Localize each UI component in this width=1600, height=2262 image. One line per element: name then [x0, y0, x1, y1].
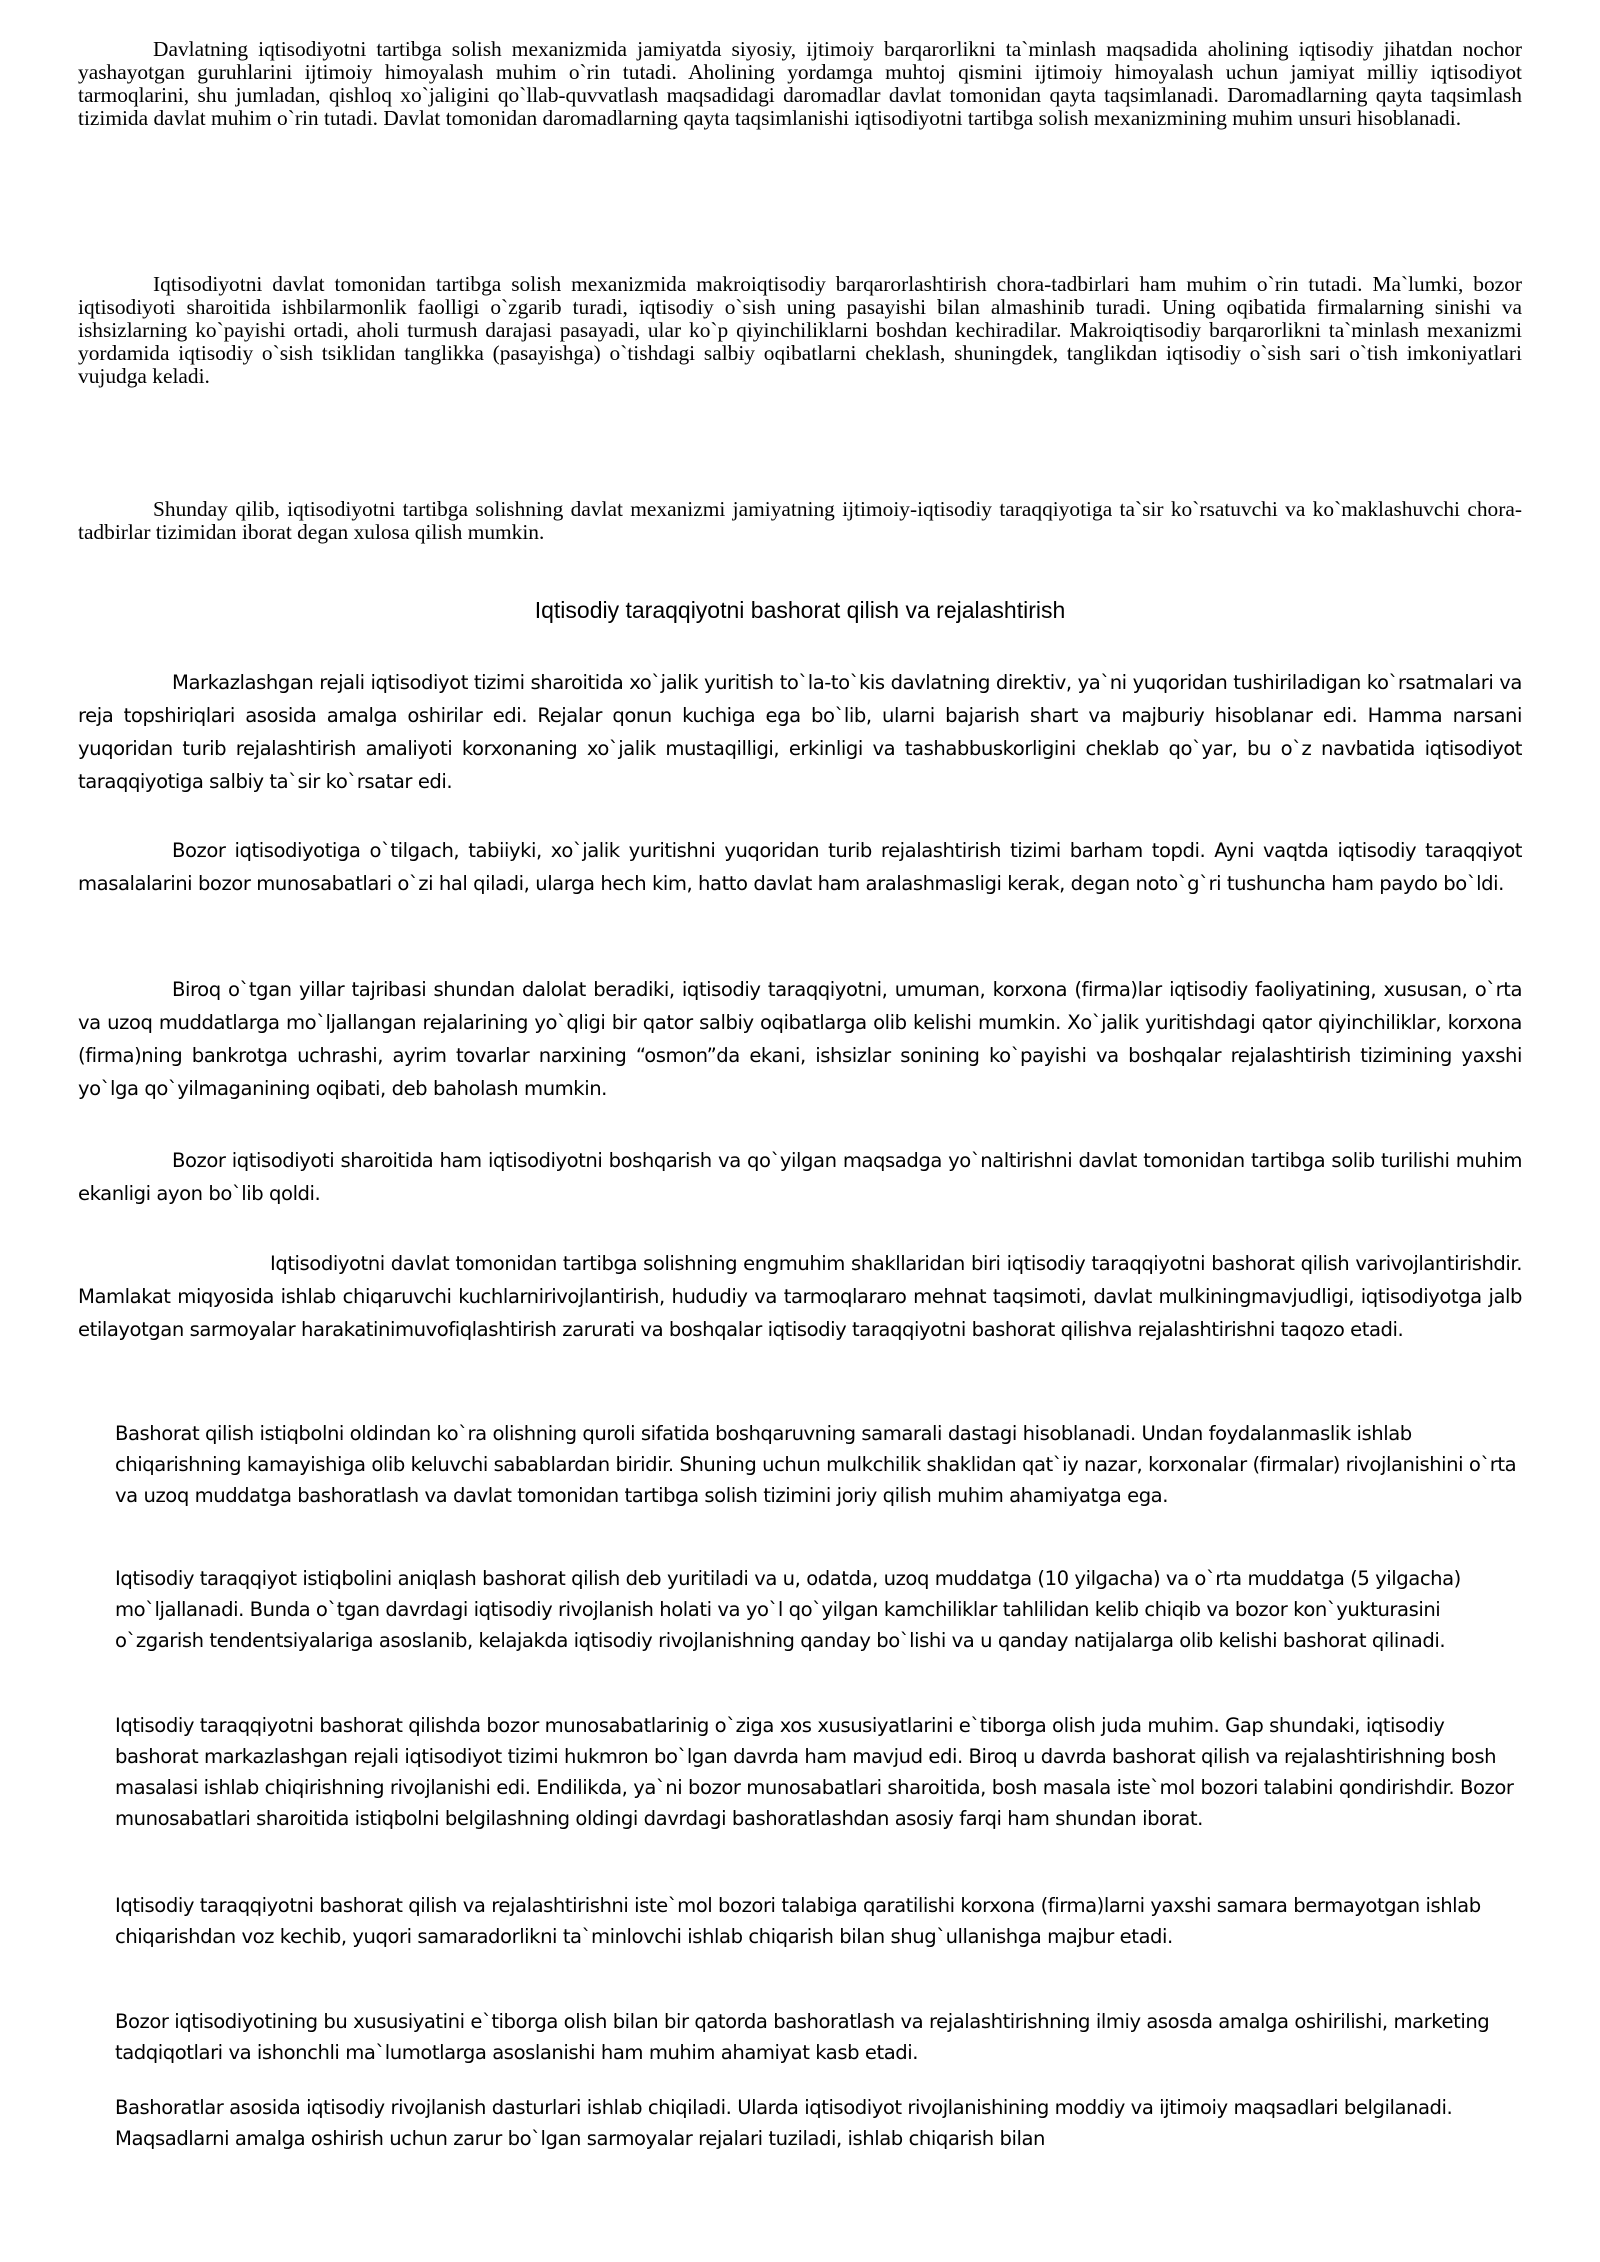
paragraph-past-experience: Biroq o`tgan yillar tajribasi shundan dalolat beradiki, iqtisodiy taraqqiyotni, umuman, korxona (firma)lar iqtisodiy faoliyatining, xususan, o`rta va uzoq muddatlarga mo`ljallangan rejalarining yo`qligi bir qator salbiy oqibatlarga olib kelishi mumkin. Xo`jalik yuritishdagi qator qiyinchiliklar, korxona (firma)ning bankrotga uchrashi, ayrim tovarlar narxining “osmon”da ekani, ishsizlar sonining ko`payishi va boshqalar rejalashtirish tizimining yaxshi yo`lga qo`yilmaganining oqibati, deb baholash mumkin. — [78, 978, 1522, 1100]
paragraph-planned-economy: Markazlashgan rejali iqtisodiyot tizimi sharoitida xo`jalik yuritish to`la-to`kis davlatning direktiv, ya`ni yuqoridan tushiriladigan ko`rsatmalari va reja topshiriqlari asosida amalga oshirilar edi. Rejalar qonun kuchiga ega bo`lib, ularni bajarish shart va majburiy hisoblanar edi. Hamma narsani yuqoridan turib rejalashtirish amaliyoti korxonaning xo`jalik mustaqilligi, erkinligi va tashabbuskorligini cheklab qo`yar, bu o`z navbatida iqtisodiyot taraqqiyotiga salbiy ta`sir ko`rsatar edi. — [78, 671, 1522, 793]
paragraph-state-regulation: Bozor iqtisodiyoti sharoitida ham iqtisodiyotni boshqarish va qo`yilgan maqsadga yo`naltirishni davlat tomonidan tartibga solib turilishi muhim ekanligi ayon bo`lib qoldi. — [78, 1149, 1522, 1205]
paragraph-market-features: Iqtisodiy taraqqiyotni bashorat qilishda bozor munosabatlarinig o`ziga xos xususiyatlarini e`tiborga olish juda muhim. Gap shundaki, iqtisodiy bashorat markazlashgan rejali iqtisodiyot tizimi hukmron bo`lgan davrda ham mavjud edi. Biroq u davrda bashorat qilish va rejalashtirishning bosh masalasi ishlab chiqirishning rivojlanishi edi. Endilikda, ya`ni bozor munosabatlari sharoitida, bosh masala iste`mol bozori talabini qondirishdir. Bozor munosabatlari sharoitida istiqbolni belgilashning oldingi davrdagi bashoratlashdan asosiy farqi ham shundan iborat. — [115, 1714, 1514, 1830]
paragraph-development-programs: Bashoratlar asosida iqtisodiy rivojlanish dasturlari ishlab chiqiladi. Ularda iqtisodiyot rivojlanishining moddiy va ijtimoiy maqsadlari belgilanadi. Maqsadlarni amalga oshirish uchun zarur bo`lgan sarmoyalar rejalari tuziladi, ishlab chiqarish bilan — [115, 2096, 1453, 2150]
paragraph-income-redistribution: Davlatning iqtisodiyotni tartibga solish mexanizmida jamiyatda siyosiy, ijtimoiy barqarorlikni ta`minlash maqsadida aholining iqtisodiy jihatdan nochor yashayotgan guruhlarini ijtimoiy himoyalash muhim o`rin tutadi. Aholining yordamga muhtoj qismini ijtimoiy himoyalash uchun jamiyat milliy iqtisodiyot tarmoqlarini, shu jumladan, qishloq xo`jaligini qo`llab-quvvatlash maqsadidagi daromadlar davlat tomonidan qayta taqsimlanadi. Daromadlarning qayta taqsimlash tizimida davlat muhim o`rin tutadi. Davlat tomonidan daromadlarning qayta taqsimlanishi iqtisodiyotni tartibga solish mexanizmining muhim unsuri hisoblanadi. — [78, 37, 1522, 131]
paragraph-forecasting-forms: Iqtisodiyotni davlat tomonidan tartibga solishning engmuhim shakllaridan biri iqtisodiy taraqqiyotni bashorat qilish varivojlantirishdir. Mamlakat miqyosida ishlab chiqaruvchi kuchlarnirivojlantirish, hududiy va tarmoqlararo mehnat taqsimoti, davlat mulkiningmavjudligi, iqtisodiyotga jalb etilayotgan sarmoyalar harakatinimuvofiqlashtirish zarurati va boshqalar iqtisodiy taraqqiyotni bashorat qilishva rejalashtirishni taqozo etadi. — [78, 1252, 1522, 1341]
section-heading: Iqtisodiy taraqqiyotni bashorat qilish va rejalashtirish — [534, 597, 1066, 623]
paragraph-consumer-demand: Iqtisodiy taraqqiyotni bashorat qilish va rejalashtirishni iste`mol bozori talabiga qaratilishi korxona (firma)larni yaxshi samara bermayotgan ishlab chiqarishdan voz kechib, yuqori samaradorlikni ta`minlovchi ishlab chiqarish bilan shug`ullanishga majbur etadi. — [115, 1894, 1481, 1948]
paragraph-market-transition: Bozor iqtisodiyotiga o`tilgach, tabiiyki, xo`jalik yuritishni yuqoridan turib rejalashtirish tizimi barham topdi. Ayni vaqtda iqtisodiy taraqqiyot masalalarini bozor munosabatlari o`zi hal qiladi, ularga hech kim, hatto davlat ham aralashmasligi kerak, degan noto`g`ri tushuncha ham paydo bo`ldi. — [78, 839, 1522, 895]
paragraph-scientific-basis: Bozor iqtisodiyotining bu xususiyatini e`tiborga olish bilan bir qatorda bashoratlash va rejalashtirishning ilmiy asosda amalga oshirilishi, marketing tadqiqotlari va ishonchli ma`lumotlarga asoslanishi ham muhim ahamiyat kasb etadi. — [115, 2010, 1490, 2064]
paragraph-forecast-tool: Bashorat qilish istiqbolni oldindan ko`ra olishning quroli sifatida boshqaruvning samarali dastagi hisoblanadi. Undan foydalanmaslik ishlab chiqarishning kamayishiga olib keluvchi sabablardan biridir. Shuning uchun mulkchilik shaklidan qat`iy nazar, korxonalar (firmalar) rivojlanishini o`rta va uzoq muddatga bashoratlash va davlat tomonidan tartibga solish tizimini joriy qilish muhim ahamiyatga ega. — [115, 1422, 1517, 1507]
paragraph-conclusion: Shunday qilib, iqtisodiyotni tartibga solishning davlat mexanizmi jamiyatning ijtimoiy-iqtisodiy taraqqiyotiga ta`sir ko`rsatuvchi va ko`maklashuvchi chora-tadbirlar tizimidan iborat degan xulosa qilish mumkin. — [78, 497, 1522, 545]
paragraph-forecast-horizon: Iqtisodiy taraqqiyot istiqbolini aniqlash bashorat qilish deb yuritiladi va u, odatda, uzoq muddatga (10 yilgacha) va o`rta muddatga (5 yilgacha) mo`ljallanadi. Bunda o`tgan davrdagi iqtisodiy rivojlanish holati va yo`l qo`yilgan kamchiliklar tahlilidan kelib chiqib va bozor kon`yukturasini o`zgarish tendentsiyalariga asoslanib, kelajakda iqtisodiy rivojlanishning qanday bo`lishi va u qanday natijalarga olib kelishi bashorat qilinadi. — [115, 1567, 1461, 1652]
paragraph-macro-stabilization: Iqtisodiyotni davlat tomonidan tartibga solish mexanizmida makroiqtisodiy barqarorlashtirish chora-tadbirlari ham muhim o`rin tutadi. Ma`lumki, bozor iqtisodiyoti sharoitida ishbilarmonlik faolligi o`zgarib turadi, iqtisodiy o`sish uning pasayishi bilan almashinib turadi. Uning oqibatida firmalarning sinishi va ishsizlarning ko`payishi ortadi, aholi turmush darajasi pasayadi, ular ko`p qiyinchiliklarni boshdan kechiradilar. Makroiqtisodiy barqarorlikni ta`minlash mexanizmi yordamida iqtisodiy o`sish tsiklidan tanglikka (pasayishga) o`tishdagi salbiy oqibatlarni cheklash, shuningdek, tanglikdan iqtisodiy o`sish sari o`tish imkoniyatlari vujudga keladi. — [78, 272, 1522, 389]
